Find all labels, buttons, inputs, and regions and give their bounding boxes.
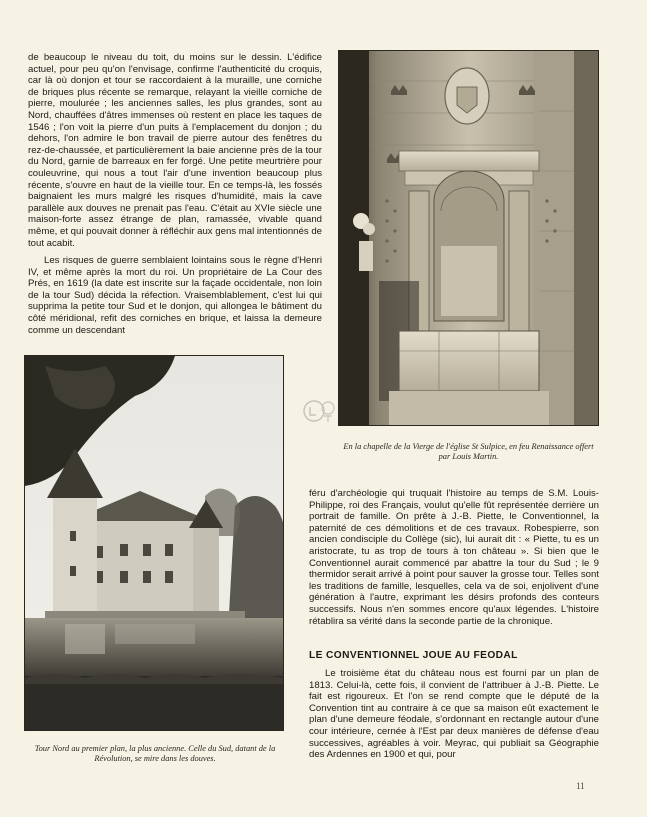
castle-moat-photo: [24, 355, 284, 731]
chapel-altar-illustration: [339, 51, 599, 426]
right-paragraph-2: Le troisième état du château nous est fourni par un plan de 1813. Celui-là, cette fois, il convient de l'attribuer à J.-B. Piette. Le fait est rigoureux. Et l'on se rend compte que le député de la Convention tint au contraire à ce que sa maison eût exactement le plan d'une demeure féodale, s'ordonnant en rectangle autour d'une cour intérieure, cernée à l'Est par deux manières de défense d'eau successives, agréables à voir. Meyrac, qui publiait sa Géographie des Ardennes en 1900 et qui, pour: [309, 668, 599, 761]
section-heading: LE CONVENTIONNEL JOUE AU FEODAL: [309, 650, 518, 661]
chapel-altar-photo: [338, 50, 599, 426]
right-text-column-top: [309, 488, 599, 633]
page-number: 11: [576, 781, 585, 791]
left-paragraph-1: de beaucoup le niveau du toit, du moins sur le dessin. L'édifice actuel, pour peu qu'on l'envisage, confirme l'authenticité du croquis, car là où donjon et tour se raccordaient à la muraille, une corniche de briques plus récente se remarque, relayant la vieille corniche de pierre, moulurée ; les anciennes salles, les plus grandes, sont au Nord, chauffées d'âtres immenses où restent en place les taques de 1546 ; l'on voit la pierre d'un puits à l'emplacement du donjon ; du dehors, l'on admire le bon travail de pierre autour des fenêtres du rez-de-chaussée, et particulièrement la baie ancienne près de la tour du Nord, garnie de barreaux en fer forgé. Une petite meurtrière pour couleuvrine, qui nous a tout l'air d'une invention beaucoup plus récente, s'ouvre en haut de la vieille tour. En ce temps-là, les fossés baignaient les murs malgré les risques d'humidité, mais la cave parallèle aux douves ne prenait pas l'eau. C'était au XVIe siècle une maison-forte assez étrange de plan, ramassée, vivable quand même, et qui pouvait donner à réfléchir aux gens mal intentionnés de tout acabit.: [28, 52, 322, 249]
castle-photo-caption: Tour Nord au premier plan, la plus ancienne. Celle du Sud, datant de la Révolution, se mire dans les douves.: [34, 744, 276, 763]
left-paragraph-2: Les risques de guerre semblaient lointains sous le règne d'Henri IV, et même après la mort du roi. Un propriétaire de La Cour des Prés, en 1619 (la date est inscrite sur la façade occidentale, non loin de la tour Sud) décida la réfection. Vraisemblablement, c'est lui qui supprima la petite tour Sud et le donjon, qui allongea le bâtiment du côté méridional, refit des corniches en brique, et laissa la demeure comme un descendant: [28, 255, 322, 336]
left-text-column: [28, 52, 322, 342]
castle-moat-illustration: [25, 356, 284, 731]
right-text-column-bottom: [309, 668, 599, 767]
chapel-photo-caption: En la chapelle de la Vierge de l'église St Sulpice, en feu Renaissance offert par Louis Martin.: [343, 442, 594, 461]
right-paragraph-1: féru d'archéologie qui truquait l'histoire au temps de S.M. Louis-Philippe, roi des Français, voulut qu'elle fût représentée derrière un portrait de famille. On prête à J.-B. Piette, le Conventionnel, la paternité de ces démolitions et de ces travaux. Robespierre, son ancien condisciple du Collège (sic), lui aurait dit : « Piette, tu es un aristocrate, tu as trop de tours à ton château ». Si bien que le Conventionnel aurait commencé par abattre la tour du Sud ; le 9 thermidor serait arrivé à point pour sauver la grosse tour. Telles sont les traditions de famille, lesquelles, cela va de soi, enjolivent d'une génération à l'autre, exprimant les désirs profonds des conteurs successifs. Nous n'en sommes encore qu'aux légendes. L'histoire rétablira sa vérité dans la seconde partie de la chronique.: [309, 488, 599, 627]
library-stamp-icon: [302, 398, 338, 424]
